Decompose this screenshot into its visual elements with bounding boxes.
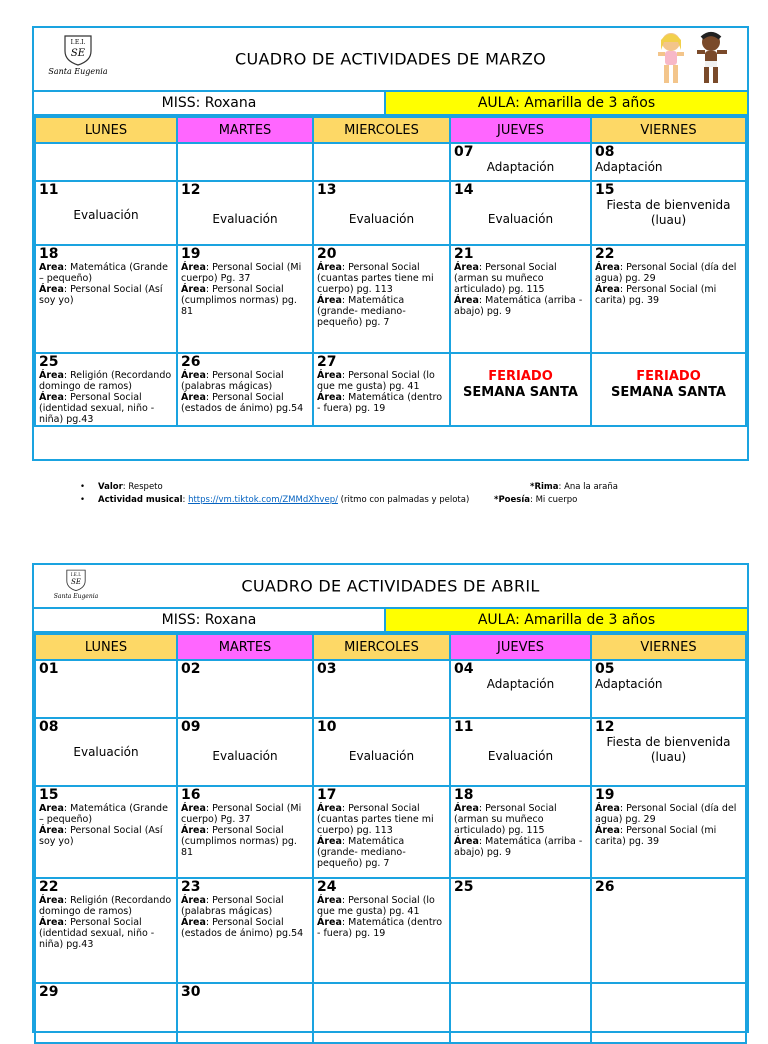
area-text: : Personal Social (cuantas partes tiene mi cuerpo) pg. 113 [317, 262, 434, 295]
teacher-name: MISS: Roxana [34, 609, 386, 631]
area-label: Área [39, 895, 64, 906]
classroom-label: AULA: Amarilla de 3 años [386, 609, 747, 631]
day-cell [177, 786, 313, 878]
header-miercoles: MIERCOLES [313, 117, 450, 143]
header-viernes: VIERNES [591, 634, 746, 660]
day-cell [591, 878, 746, 983]
day-cell [313, 660, 450, 718]
area-text: : Personal Social (Así soy yo) [39, 825, 163, 847]
svg-text:I.E.I.: I.E.I. [70, 571, 82, 577]
area-text: : Personal Social (identidad sexual, niño - niña) pg.43 [39, 917, 155, 950]
march-grid [34, 116, 747, 427]
day-number: 11 [39, 182, 59, 198]
day-number: 15 [39, 787, 59, 803]
day-activity: Adaptación [486, 160, 555, 174]
day-cell [450, 181, 591, 245]
area-label: Área [595, 803, 620, 814]
day-number: 22 [595, 246, 615, 262]
note-label: Valor [98, 482, 123, 492]
day-number: 08 [39, 719, 59, 735]
march-info-row [34, 92, 747, 116]
header-viernes: VIERNES [591, 117, 746, 143]
day-cell [313, 718, 450, 786]
day-cell [591, 983, 746, 1043]
day-number: 07 [454, 144, 474, 160]
day-number: 20 [317, 246, 337, 262]
day-activity: Fiesta de bienvenida (luau) [606, 735, 731, 764]
day-activity: Adaptación [486, 677, 555, 691]
note-label: *Rima [530, 482, 559, 492]
area-label: Área [595, 825, 620, 836]
day-number: 09 [181, 719, 201, 735]
tiktok-link[interactable]: https://vm.tiktok.com/ZMMdXhvep/ [188, 495, 338, 505]
day-number: 26 [595, 879, 615, 895]
day-cell [591, 143, 746, 181]
day-activity: Fiesta de bienvenida (luau) [606, 198, 731, 227]
area-label: Area [39, 262, 64, 273]
header-jueves: JUEVES [450, 117, 591, 143]
header-miercoles: MIERCOLES [313, 634, 450, 660]
header-lunes: LUNES [35, 117, 177, 143]
day-activity: Adaptación [595, 677, 663, 691]
holiday-name: SEMANA SANTA [611, 384, 726, 400]
day-cell [591, 660, 746, 718]
area-label: Área [454, 295, 479, 306]
area-label: Área [317, 392, 342, 403]
day-cell [450, 718, 591, 786]
area-label: Área [39, 284, 64, 295]
area-label: Área [181, 895, 206, 906]
day-cell [177, 181, 313, 245]
day-number: 03 [317, 661, 337, 677]
day-cell [177, 353, 313, 426]
day-number: 18 [454, 787, 474, 803]
note-text: (ritmo con palmadas y pelota) [337, 495, 470, 505]
day-cell [177, 718, 313, 786]
header-martes: MARTES [177, 634, 313, 660]
day-number: 29 [39, 984, 59, 1000]
day-activity: Adaptación [595, 160, 663, 174]
day-number: 08 [595, 144, 615, 160]
april-title-bar [34, 565, 747, 609]
day-number: 19 [181, 246, 201, 262]
day-cell [313, 786, 450, 878]
area-text: : Personal Social (palabras mágicas) [181, 895, 284, 917]
area-text: : Personal Social (palabras mágicas) [181, 370, 284, 392]
area-label: Área [39, 825, 64, 836]
day-number: 12 [181, 182, 201, 198]
area-text: : Personal Social (Mi cuerpo) Pg. 37 [181, 803, 302, 825]
march-title: CUADRO DE ACTIVIDADES DE MARZO [234, 49, 547, 69]
day-cell [591, 181, 746, 245]
svg-text:SE: SE [71, 577, 81, 587]
day-number: 05 [595, 661, 615, 677]
area-label: Área [181, 825, 206, 836]
area-text: : Personal Social (cumplimos normas) pg. 81 [181, 825, 297, 858]
holiday-name: SEMANA SANTA [463, 384, 578, 400]
holiday-cell [450, 353, 591, 426]
march-title-bar [34, 28, 747, 92]
day-number: 26 [181, 354, 201, 370]
day-cell [35, 245, 177, 353]
day-number: 10 [317, 719, 337, 735]
area-label: Área [317, 803, 342, 814]
area-text: : Personal Social (arman su muñeco articulado) pg. 115 [454, 803, 557, 836]
children-illustration [649, 30, 739, 88]
area-label: Área [595, 262, 620, 273]
day-cell [177, 660, 313, 718]
area-label: Área [317, 370, 342, 381]
area-label: Área [39, 917, 64, 928]
day-number: 01 [39, 661, 59, 677]
note-poesia [494, 495, 694, 505]
note-label: Actividad musical [98, 495, 183, 505]
holiday-cell [591, 353, 746, 426]
holiday-label: FERIADO [488, 368, 553, 384]
day-number: 02 [181, 661, 201, 677]
day-cell [313, 878, 450, 983]
april-calendar [32, 563, 749, 1033]
area-text: : Personal Social (estados de ánimo) pg.54 [181, 917, 304, 939]
area-label: Área [181, 262, 206, 273]
area-text: : Personal Social (identidad sexual, niño - niña) pg.43 [39, 392, 155, 425]
april-info-row [34, 609, 747, 633]
day-activity: Evaluación [487, 749, 554, 763]
day-number: 11 [454, 719, 474, 735]
day-number: 30 [181, 984, 201, 1000]
area-text: : Matemática (Grande – pequeño) [39, 262, 168, 284]
area-text: : Personal Social (Así soy yo) [39, 284, 163, 306]
area-label: Área [181, 370, 206, 381]
day-cell [35, 353, 177, 426]
day-number: 21 [454, 246, 474, 262]
day-activity: Evaluación [348, 749, 415, 763]
note-text: : Respeto [122, 482, 163, 492]
area-label: Área [181, 392, 206, 403]
day-number: 25 [454, 879, 474, 895]
day-cell [313, 353, 450, 426]
day-number: 14 [454, 182, 474, 198]
day-cell [450, 245, 591, 353]
day-activity: Evaluación [73, 208, 139, 222]
area-text: : Matemática (Grande – pequeño) [39, 803, 168, 825]
day-number: 27 [317, 354, 337, 370]
day-activity: Evaluación [212, 749, 278, 763]
day-cell [313, 245, 450, 353]
day-activity: Evaluación [73, 745, 139, 759]
area-label: Área [181, 284, 206, 295]
day-cell [591, 245, 746, 353]
area-label: Área [317, 262, 342, 273]
note-rima [530, 482, 730, 492]
classroom-label: AULA: Amarilla de 3 años [386, 92, 747, 114]
area-text: : Personal Social (arman su muñeco articulado) pg. 115 [454, 262, 557, 295]
note-musical: • Actividad musical: https://vm.tiktok.com/ZMMdXhvep/ (ritmo con palmadas y pelota) [80, 495, 470, 505]
day-cell [591, 786, 746, 878]
day-activity: Evaluación [212, 212, 278, 226]
area-label: Área [317, 295, 342, 306]
holiday-label: FERIADO [636, 368, 701, 384]
day-cell [35, 718, 177, 786]
day-cell [313, 181, 450, 245]
area-text: : Religión (Recordando domingo de ramos) [39, 895, 172, 917]
day-cell [35, 143, 177, 181]
area-label: Área [595, 284, 620, 295]
area-label: Área [181, 803, 206, 814]
day-cell [177, 878, 313, 983]
area-label: Área [317, 895, 342, 906]
day-number: 19 [595, 787, 615, 803]
note-label: *Poesía [494, 495, 530, 505]
day-number: 12 [595, 719, 615, 735]
day-cell [591, 718, 746, 786]
day-number: 23 [181, 879, 201, 895]
day-number: 15 [595, 182, 615, 198]
day-cell [450, 660, 591, 718]
note-valor: • Valor: Respeto [80, 482, 163, 492]
area-text: : Personal Social (mi carita) pg. 39 [595, 284, 717, 306]
header-jueves: JUEVES [450, 634, 591, 660]
area-text: : Matemática (dentro - fuera) pg. 19 [317, 917, 443, 939]
area-label: Area [39, 803, 64, 814]
area-text: : Personal Social (cuantas partes tiene mi cuerpo) pg. 113 [317, 803, 434, 836]
area-text: : Personal Social (lo que me gusta) pg. 41 [317, 895, 435, 917]
area-text: : Matemática (grande- mediano- pequeño) pg. 7 [317, 836, 406, 869]
day-cell [177, 983, 313, 1043]
day-number: 17 [317, 787, 337, 803]
area-text: : Personal Social (estados de ánimo) pg.54 [181, 392, 304, 414]
day-cell [35, 878, 177, 983]
area-text: : Personal Social (día del agua) pg. 29 [595, 803, 737, 825]
area-text: : Matemática (dentro - fuera) pg. 19 [317, 392, 443, 414]
day-cell [35, 983, 177, 1043]
area-label: Área [454, 262, 479, 273]
day-cell [177, 143, 313, 181]
area-text: : Religión (Recordando domingo de ramos) [39, 370, 172, 392]
day-cell [450, 143, 591, 181]
april-grid [34, 633, 747, 1044]
day-activity: Evaluación [348, 212, 415, 226]
day-number: 24 [317, 879, 337, 895]
day-cell [177, 245, 313, 353]
area-text: : Personal Social (Mi cuerpo) Pg. 37 [181, 262, 302, 284]
day-cell [313, 143, 450, 181]
teacher-name: MISS: Roxana [34, 92, 386, 114]
area-text: : Matemática (arriba - abajo) pg. 9 [454, 295, 583, 317]
day-cell [313, 983, 450, 1043]
day-cell [35, 181, 177, 245]
area-label: Área [39, 370, 64, 381]
day-number: 22 [39, 879, 59, 895]
day-cell [35, 786, 177, 878]
area-label: Área [181, 917, 206, 928]
area-text: : Personal Social (lo que me gusta) pg. 41 [317, 370, 435, 392]
day-cell [450, 786, 591, 878]
area-text: : Matemática (arriba - abajo) pg. 9 [454, 836, 583, 858]
area-label: Área [454, 803, 479, 814]
april-title: CUADRO DE ACTIVIDADES DE ABRIL [241, 576, 540, 596]
area-label: Área [317, 836, 342, 847]
area-text: : Matemática (grande- mediano- pequeño) pg. 7 [317, 295, 406, 328]
day-cell [450, 878, 591, 983]
header-martes: MARTES [177, 117, 313, 143]
note-text: : Ana la araña [558, 482, 618, 492]
note-text: : Mi cuerpo [530, 495, 578, 505]
day-number: 25 [39, 354, 59, 370]
area-label: Área [454, 836, 479, 847]
area-text: : Personal Social (cumplimos normas) pg. 81 [181, 284, 297, 317]
school-name: Santa Eugenia [53, 593, 99, 600]
day-activity: Evaluación [487, 212, 554, 226]
area-label: Área [39, 392, 64, 403]
area-text: : Personal Social (mi carita) pg. 39 [595, 825, 717, 847]
header-lunes: LUNES [35, 634, 177, 660]
day-number: 16 [181, 787, 201, 803]
school-name: Santa Eugenia [48, 67, 108, 76]
day-cell [35, 660, 177, 718]
svg-text:I.E.I.: I.E.I. [70, 39, 86, 46]
area-text: : Personal Social (día del agua) pg. 29 [595, 262, 737, 284]
svg-text:SE: SE [70, 48, 86, 59]
day-cell [450, 983, 591, 1043]
day-number: 13 [317, 182, 337, 198]
day-number: 04 [454, 661, 474, 677]
day-number: 18 [39, 246, 59, 262]
area-label: Área [317, 917, 342, 928]
march-calendar [32, 26, 749, 461]
